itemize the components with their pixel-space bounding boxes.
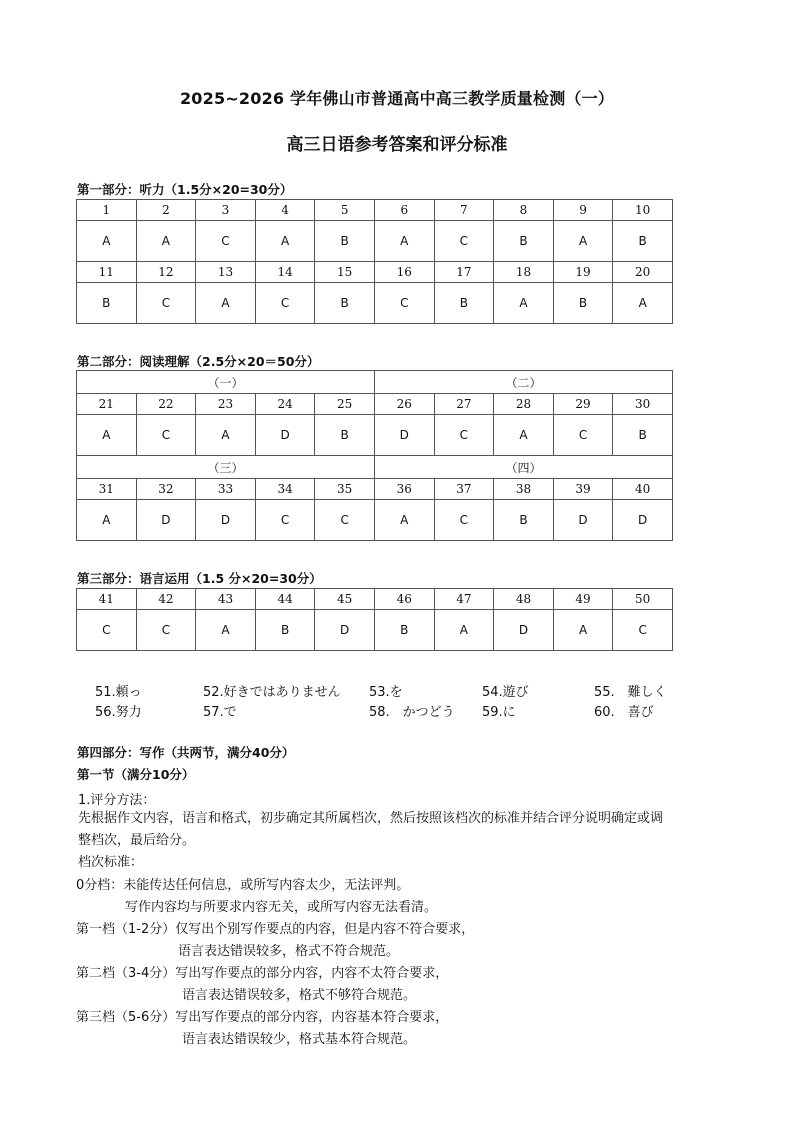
question-number: 10 [613, 200, 673, 221]
document-subtitle: 高三日语参考答案和评分标准 [286, 135, 508, 155]
fill-answer: 59.に [482, 705, 516, 720]
question-number: 6 [374, 200, 434, 221]
question-number: 9 [553, 200, 613, 221]
section1-heading: 第一节（满分10分） [77, 767, 195, 782]
question-number: 45 [315, 589, 375, 610]
answer-cell: D [553, 500, 613, 541]
question-number: 40 [613, 479, 673, 500]
question-number: 11 [77, 262, 137, 283]
answer-cell: C [136, 283, 196, 324]
answer-cell: B [315, 415, 375, 456]
question-number: 16 [374, 262, 434, 283]
answer-cell: C [255, 283, 315, 324]
question-number: 48 [494, 589, 554, 610]
question-number: 38 [494, 479, 554, 500]
answer-cell: A [553, 221, 613, 262]
grade-level-3-detail: 语言表达错误较少，格式基本符合规范。 [182, 1032, 417, 1047]
question-number: 18 [494, 262, 554, 283]
answer-cell: B [434, 283, 494, 324]
answer-cell: A [196, 610, 256, 651]
answer-cell: A [434, 610, 494, 651]
answer-cell: B [255, 610, 315, 651]
part2-answer-table [76, 370, 673, 541]
fill-answer: 55. 難しく [594, 685, 667, 700]
answer-cell: A [77, 415, 137, 456]
question-number: 7 [434, 200, 494, 221]
answer-cell: C [553, 415, 613, 456]
answer-cell: C [613, 610, 673, 651]
grade-level-2-detail: 语言表达错误较多，格式不够符合规范。 [182, 988, 417, 1003]
answer-cell: B [374, 610, 434, 651]
answer-cell: A [77, 221, 137, 262]
answer-cell: B [315, 283, 375, 324]
grade-level-0: 0分档：未能传达任何信息，或所写内容太少，无法评判。 [76, 878, 410, 893]
answer-cell: B [613, 221, 673, 262]
passage-group-label: （二） [374, 371, 672, 394]
answer-cell: C [136, 415, 196, 456]
question-number: 19 [553, 262, 613, 283]
grade-standard-label: 档次标准： [78, 855, 144, 870]
answer-cell: B [494, 221, 554, 262]
grade-level-1: 第一档（1-2分）仅写出个别写作要点的内容，但是内容不符合要求， [76, 922, 475, 937]
question-number: 20 [613, 262, 673, 283]
question-number: 49 [553, 589, 613, 610]
question-number: 41 [77, 589, 137, 610]
grade-level-3: 第三档（5-6分）写出写作要点的部分内容，内容基本符合要求， [76, 1010, 449, 1025]
part3-heading: 第三部分：语言运用（1.5 分×20=30分） [77, 571, 322, 586]
fill-answer: 58. かつどう [369, 705, 455, 720]
question-number: 26 [374, 394, 434, 415]
question-number: 14 [255, 262, 315, 283]
question-number: 21 [77, 394, 137, 415]
question-number: 35 [315, 479, 375, 500]
answer-cell: C [77, 610, 137, 651]
question-number: 37 [434, 479, 494, 500]
answer-cell: C [315, 500, 375, 541]
question-number: 1 [77, 200, 137, 221]
answer-cell: A [196, 283, 256, 324]
answer-cell: C [136, 610, 196, 651]
passage-group-label: （四） [374, 456, 672, 479]
question-number: 22 [136, 394, 196, 415]
question-number: 5 [315, 200, 375, 221]
answer-cell: D [374, 415, 434, 456]
question-number: 13 [196, 262, 256, 283]
answer-cell: C [374, 283, 434, 324]
fill-answer: 53.を [369, 685, 403, 700]
grade-level-2: 第二档（3-4分）写出写作要点的部分内容，内容不太符合要求， [76, 966, 449, 981]
question-number: 34 [255, 479, 315, 500]
part1-answer-table [76, 199, 673, 324]
question-number: 36 [374, 479, 434, 500]
answer-cell: A [613, 283, 673, 324]
question-number: 44 [255, 589, 315, 610]
question-number: 32 [136, 479, 196, 500]
question-number: 2 [136, 200, 196, 221]
question-number: 28 [494, 394, 554, 415]
question-number: 29 [553, 394, 613, 415]
answer-cell: B [613, 415, 673, 456]
answer-cell: A [553, 610, 613, 651]
answer-cell: A [136, 221, 196, 262]
fill-answer: 54.遊び [482, 685, 529, 700]
answer-cell: D [494, 610, 554, 651]
answer-cell: C [196, 221, 256, 262]
part4-heading: 第四部分：写作（共两节，满分40分） [77, 745, 295, 760]
part3-answer-table [76, 588, 673, 651]
fill-answer: 56.努力 [95, 705, 142, 720]
answer-cell: A [494, 283, 554, 324]
question-number: 12 [136, 262, 196, 283]
answer-cell: B [315, 221, 375, 262]
answer-cell: A [374, 221, 434, 262]
passage-group-label: （一） [77, 371, 375, 394]
answer-cell: D [196, 500, 256, 541]
answer-cell: D [613, 500, 673, 541]
answer-cell: A [196, 415, 256, 456]
question-number: 3 [196, 200, 256, 221]
answer-cell: C [434, 415, 494, 456]
question-number: 42 [136, 589, 196, 610]
answer-cell: D [136, 500, 196, 541]
question-number: 8 [494, 200, 554, 221]
answer-cell: C [434, 221, 494, 262]
question-number: 27 [434, 394, 494, 415]
answer-cell: A [374, 500, 434, 541]
question-number: 43 [196, 589, 256, 610]
question-number: 17 [434, 262, 494, 283]
answer-cell: C [255, 500, 315, 541]
question-number: 33 [196, 479, 256, 500]
answer-cell: B [77, 283, 137, 324]
part2-heading: 第二部分：阅读理解（2.5分×20＝50分） [77, 354, 320, 369]
question-number: 25 [315, 394, 375, 415]
passage-group-label: （三） [77, 456, 375, 479]
answer-cell: B [553, 283, 613, 324]
scoring-paragraph: 先根据作文内容，语言和格式，初步确定其所属档次，然后按照该档次的标准并结合评分说明确定或调 [78, 811, 664, 826]
answer-cell: A [255, 221, 315, 262]
document-title: 2025~2026 学年佛山市普通高中高三教学质量检测（一） [179, 89, 615, 108]
question-number: 50 [613, 589, 673, 610]
answer-cell: B [494, 500, 554, 541]
fill-answer: 57.で [203, 705, 237, 720]
question-number: 23 [196, 394, 256, 415]
fill-answer: 51.頼っ [95, 685, 142, 700]
grade-level-0-detail: 写作内容均与所要求内容无关，或所写内容无法看清。 [125, 900, 438, 915]
part1-heading: 第一部分：听力（1.5分×20=30分） [77, 182, 293, 197]
scoring-method-label: 1.评分方法： [78, 793, 156, 808]
answer-cell: A [494, 415, 554, 456]
answer-cell: D [255, 415, 315, 456]
answer-cell: A [77, 500, 137, 541]
question-number: 46 [374, 589, 434, 610]
question-number: 31 [77, 479, 137, 500]
question-number: 30 [613, 394, 673, 415]
fill-answer: 60. 喜び [594, 705, 654, 720]
fill-answer: 52.好きではありません [203, 685, 341, 700]
question-number: 47 [434, 589, 494, 610]
question-number: 24 [255, 394, 315, 415]
answer-cell: C [434, 500, 494, 541]
question-number: 4 [255, 200, 315, 221]
scoring-paragraph: 整档次，最后给分。 [78, 833, 196, 848]
question-number: 15 [315, 262, 375, 283]
question-number: 39 [553, 479, 613, 500]
answer-cell: D [315, 610, 375, 651]
grade-level-1-detail: 语言表达错误较多，格式不符合规范。 [178, 944, 400, 959]
